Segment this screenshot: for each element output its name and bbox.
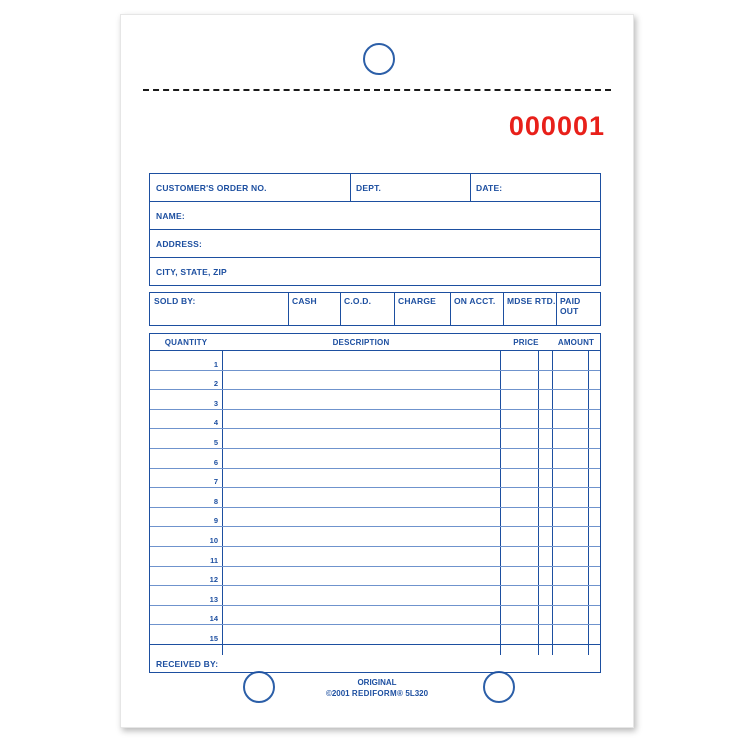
amount-header: AMOUNT: [557, 338, 595, 347]
serial-number: 000001: [508, 111, 605, 141]
row-number: 12: [209, 575, 218, 585]
table-row[interactable]: [150, 351, 600, 371]
price-header: PRICE: [513, 338, 539, 347]
sold-by-label: SOLD BY:: [154, 296, 196, 306]
date-label: DATE:: [476, 182, 503, 193]
row-number: 6: [213, 457, 218, 467]
copyright-text: ©2001: [325, 689, 350, 698]
table-row[interactable]: [150, 508, 600, 528]
perforation-line: [143, 89, 611, 91]
cash-label: CASH: [292, 296, 317, 306]
sold-by-block: [149, 292, 601, 326]
city-row: [150, 258, 600, 285]
row-number: 4: [213, 418, 218, 428]
mdse-rtd-label: MDSE RTD.: [507, 296, 556, 306]
table-row[interactable]: [150, 625, 600, 645]
table-row[interactable]: [150, 371, 600, 391]
paid-out-label: PAID OUT: [560, 296, 581, 316]
row-number: 3: [213, 398, 218, 408]
row-number: 11: [210, 555, 218, 565]
table-row[interactable]: [150, 547, 600, 567]
row-number: 13: [209, 594, 218, 604]
form-number: 5L320: [405, 689, 429, 698]
footer-credits: [121, 688, 633, 699]
sales-order-form: [120, 14, 634, 728]
name-label: NAME:: [156, 210, 185, 221]
cod-label: C.O.D.: [344, 296, 372, 306]
row-number: 8: [213, 496, 218, 506]
on-acct-label: ON ACCT.: [454, 296, 496, 306]
table-body: [150, 351, 600, 655]
table-row[interactable]: [150, 410, 600, 430]
charge-label: CHARGE: [398, 296, 437, 306]
quantity-header: QUANTITY: [164, 338, 208, 347]
row-number: 15: [209, 633, 218, 643]
form-footer: [121, 677, 633, 699]
row-number: 2: [213, 379, 218, 389]
table-row[interactable]: [150, 488, 600, 508]
customer-order-row: [150, 174, 600, 202]
order-no-label: CUSTOMER'S ORDER NO.: [156, 182, 267, 193]
table-row[interactable]: [150, 567, 600, 587]
address-label: ADDRESS:: [156, 238, 202, 249]
brand-name: REDIFORM®: [351, 689, 404, 698]
row-number: 9: [213, 516, 218, 526]
table-row[interactable]: [150, 586, 600, 606]
table-row[interactable]: [150, 527, 600, 547]
name-row: [150, 202, 600, 230]
dept-label: DEPT.: [356, 182, 382, 193]
table-row[interactable]: [150, 449, 600, 469]
punch-hole-top-icon: [363, 43, 395, 75]
row-number: 14: [209, 614, 218, 624]
table-row[interactable]: [150, 469, 600, 489]
received-by-label: RECEIVED BY:: [156, 658, 219, 669]
table-row[interactable]: [150, 390, 600, 410]
description-header: DESCRIPTION: [332, 338, 390, 347]
table-row[interactable]: [150, 606, 600, 626]
row-number: 10: [209, 535, 218, 545]
customer-info-block: [149, 173, 601, 286]
row-number: 1: [213, 359, 218, 369]
received-by-row[interactable]: [150, 655, 600, 672]
table-header-row: [150, 334, 600, 351]
table-row[interactable]: [150, 429, 600, 449]
row-number: 7: [213, 477, 218, 487]
copy-label: ORIGINAL: [357, 678, 397, 687]
address-row: [150, 230, 600, 258]
line-items-table: [149, 333, 601, 673]
city-state-zip-label: CITY, STATE, ZIP: [156, 266, 227, 277]
row-number: 5: [213, 437, 218, 447]
